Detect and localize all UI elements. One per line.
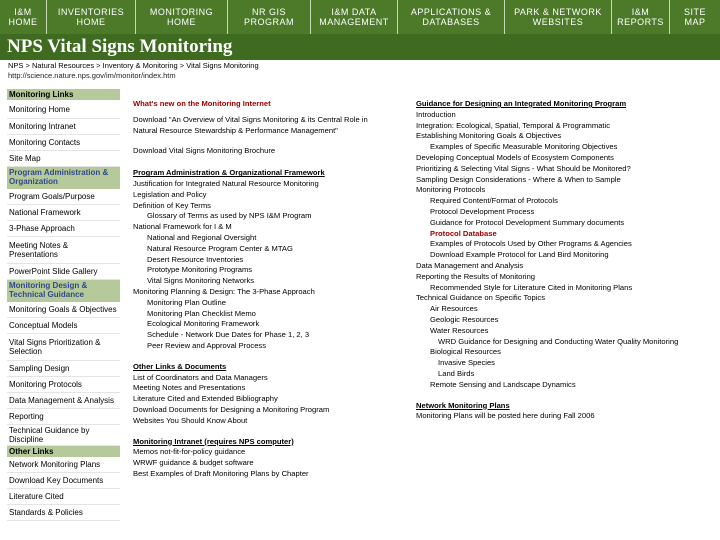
sidebar xyxy=(7,89,120,521)
link[interactable]: Water Resources xyxy=(430,325,489,335)
sidebar-item[interactable]: Vital Signs Prioritization & Selection xyxy=(7,334,120,361)
link[interactable]: WRD Guidance for Designing and Conducting Water Quality Monitoring xyxy=(438,336,679,346)
link[interactable]: Protocol Development Process xyxy=(430,206,535,216)
nav-inventories-home[interactable] xyxy=(47,0,136,34)
link[interactable]: Monitoring Protocols xyxy=(416,185,486,195)
nav-label: INVENTORIES xyxy=(57,7,125,17)
nav-label: HOME xyxy=(8,17,38,27)
nav-park-network-websites[interactable] xyxy=(505,0,612,34)
guidance-heading[interactable]: Guidance for Designing an Integrated Monitoring Program xyxy=(416,99,627,108)
link[interactable]: Definition of Key Terms xyxy=(133,200,211,210)
sidebar-item[interactable]: Reporting xyxy=(7,409,120,425)
link[interactable]: Justification for Integrated Natural Resource Monitoring xyxy=(133,178,319,188)
protocol-database-link[interactable]: Protocol Database xyxy=(430,228,497,238)
nav-label: PROGRAM xyxy=(243,17,294,27)
sidebar-item[interactable]: Monitoring Goals & Objectives xyxy=(7,302,120,318)
link[interactable]: Invasive Species xyxy=(438,358,495,368)
intranet-heading[interactable]: Monitoring Intranet (requires NPS computer) xyxy=(133,436,294,446)
link[interactable]: Download Vital Signs Monitoring Brochure xyxy=(133,146,276,156)
sidebar-item[interactable]: Site Map xyxy=(7,151,120,167)
link[interactable]: Biological Resources xyxy=(430,347,501,357)
nav-im-home[interactable] xyxy=(0,0,47,34)
link[interactable]: Examples of Specific Measurable Monitoring Objectives xyxy=(430,142,618,152)
sidebar-item[interactable]: 3-Phase Approach xyxy=(7,221,120,237)
sidebar-item[interactable]: Monitoring Protocols xyxy=(7,377,120,393)
nav-applications-databases[interactable] xyxy=(398,0,505,34)
nav-label: I&M DATA xyxy=(331,7,377,17)
network-plans-note: Monitoring Plans will be posted here during Fall 2006 xyxy=(416,411,595,421)
whats-new-heading: What's new on the Monitoring Internet xyxy=(133,99,271,108)
nav-monitoring-home[interactable] xyxy=(136,0,228,34)
nav-label: HOME xyxy=(167,17,196,27)
link[interactable]: Download "An Overview of Vital Signs Monitoring & its Central Role in xyxy=(133,114,368,124)
breadcrumb[interactable]: NPS > Natural Resources > Inventory & Monitoring > Vital Signs Monitoring xyxy=(8,61,259,70)
nav-label: MAP xyxy=(684,17,706,27)
sidebar-item[interactable]: Download Key Documents xyxy=(7,473,120,489)
link[interactable]: Vital Signs Monitoring Networks xyxy=(147,276,255,286)
link[interactable]: Data Management and Analysis xyxy=(416,260,524,270)
nav-label: HOME xyxy=(76,17,106,27)
link[interactable]: Best Examples of Draft Monitoring Plans by Chapter xyxy=(133,468,309,478)
nav-label: PARK & NETWORK xyxy=(514,7,602,17)
sidebar-item[interactable]: Literature Cited xyxy=(7,489,120,505)
page-title: NPS Vital Signs Monitoring xyxy=(7,36,233,57)
sidebar-heading-other-links: Other Links xyxy=(7,446,120,457)
nav-label: REPORTS xyxy=(617,17,664,27)
link[interactable]: Desert Resource Inventories xyxy=(147,254,244,264)
nav-label: MONITORING xyxy=(149,7,214,17)
link[interactable]: Reporting the Results of Monitoring xyxy=(416,271,536,281)
link[interactable]: Guidance for Protocol Development Summary documents xyxy=(430,217,625,227)
nav-label: APPLICATIONS & xyxy=(410,7,492,17)
link[interactable]: Recommended Style for Literature Cited in Monitoring Plans xyxy=(430,282,633,292)
link[interactable]: Prototype Monitoring Programs xyxy=(147,265,253,275)
link[interactable]: Air Resources xyxy=(430,304,478,314)
middle-column xyxy=(133,99,368,480)
link[interactable]: National and Regional Oversight xyxy=(147,232,257,242)
other-links-heading[interactable]: Other Links & Documents xyxy=(133,361,227,371)
link[interactable]: Peer Review and Approval Process xyxy=(147,340,267,350)
link[interactable]: Websites You Should Know About xyxy=(133,415,248,425)
link[interactable]: Natural Resource Program Center & MTAG xyxy=(147,243,293,253)
sidebar-item[interactable]: Monitoring Contacts xyxy=(7,135,120,151)
link[interactable]: Examples of Protocols Used by Other Programs & Agencies xyxy=(430,239,632,249)
nav-label: NR GIS xyxy=(251,7,286,17)
sidebar-heading-monitoring-design: Monitoring Design & Technical Guidance xyxy=(7,280,120,302)
sidebar-item[interactable]: National Framework xyxy=(7,205,120,221)
link[interactable]: Monitoring Plan Checklist Memo xyxy=(147,308,256,318)
link[interactable]: Integration: Ecological, Spatial, Temporal & Programmatic xyxy=(416,120,611,130)
link[interactable]: Technical Guidance on Specific Topics xyxy=(416,293,546,303)
link[interactable]: Developing Conceptual Models of Ecosystem Components xyxy=(416,152,614,162)
link[interactable]: Sampling Design Considerations - Where & When to Sample xyxy=(416,174,621,184)
sidebar-item[interactable]: Network Monitoring Plans xyxy=(7,457,120,473)
link[interactable]: Meeting Notes and Presentations xyxy=(133,383,246,393)
link[interactable]: Ecological Monitoring Framework xyxy=(147,319,260,329)
sidebar-item[interactable]: Meeting Notes & Presentations xyxy=(7,237,120,264)
link[interactable]: Download Documents for Designing a Monitoring Program xyxy=(133,404,330,414)
nav-site-map[interactable] xyxy=(670,0,720,34)
nav-label: SITE xyxy=(683,7,706,17)
sidebar-item[interactable]: Monitoring Intranet xyxy=(7,119,120,135)
sidebar-heading-program-admin: Program Administration & Organization xyxy=(7,167,120,189)
link[interactable]: Remote Sensing and Landscape Dynamics xyxy=(430,379,576,389)
sidebar-item[interactable]: Monitoring Home xyxy=(7,100,120,119)
right-column xyxy=(416,99,678,422)
nav-im-reports[interactable] xyxy=(612,0,670,34)
link[interactable]: Literature Cited and Extended Bibliography xyxy=(133,394,278,404)
link[interactable]: Establishing Monitoring Goals & Objectives xyxy=(416,131,562,141)
link[interactable]: Prioritizing & Selecting Vital Signs - What Should be Monitored? xyxy=(416,163,631,173)
nav-label: I&M xyxy=(631,7,650,17)
sidebar-item[interactable]: Conceptual Models xyxy=(7,318,120,334)
link[interactable]: National Framework for I & M xyxy=(133,222,232,232)
nav-label: I&M xyxy=(14,7,32,17)
sidebar-heading-monitoring-links: Monitoring Links xyxy=(7,89,120,100)
sidebar-item[interactable]: Technical Guidance by Discipline xyxy=(7,425,120,446)
link[interactable]: Download Example Protocol for Land Bird Monitoring xyxy=(430,250,609,260)
link[interactable]: Monitoring Plan Outline xyxy=(147,297,226,307)
sidebar-item[interactable]: Program Goals/Purpose xyxy=(7,189,120,205)
nav-nr-gis-program[interactable] xyxy=(228,0,311,34)
nav-label: MANAGEMENT xyxy=(319,17,389,27)
link[interactable]: Glossary of Terms as used by NPS I&M Program xyxy=(147,211,312,221)
link[interactable]: Geologic Resources xyxy=(430,314,499,324)
link[interactable]: Required Content/Format of Protocols xyxy=(430,196,558,206)
nav-label: DATABASES xyxy=(422,17,480,27)
network-plans-heading[interactable]: Network Monitoring Plans xyxy=(416,400,510,410)
link[interactable]: Monitoring Planning & Design: The 3-Phase Approach xyxy=(133,286,315,296)
top-nav xyxy=(0,0,720,34)
sidebar-item[interactable]: Data Management & Analysis xyxy=(7,393,120,409)
link[interactable]: Natural Resource Stewardship & Performance Management" xyxy=(133,125,338,135)
nav-im-data-management[interactable] xyxy=(311,0,398,34)
sidebar-item[interactable]: Sampling Design xyxy=(7,361,120,377)
link[interactable]: Legislation and Policy xyxy=(133,189,207,199)
sidebar-item[interactable]: PowerPoint Slide Gallery xyxy=(7,264,120,280)
nav-label: WEBSITES xyxy=(532,17,584,27)
link[interactable]: Introduction xyxy=(416,109,456,119)
page-url: http://science.nature.nps.gov/im/monitor/index.htm xyxy=(8,71,176,80)
link[interactable]: Memos not-fit-for-policy guidance xyxy=(133,447,246,457)
link[interactable]: Land Birds xyxy=(438,368,475,378)
link[interactable]: Schedule - Network Due Dates for Phase 1, 2, 3 xyxy=(147,330,310,340)
sidebar-item[interactable]: Standards & Policies xyxy=(7,505,120,521)
link[interactable]: List of Coordinators and Data Managers xyxy=(133,372,268,382)
program-admin-heading[interactable]: Program Administration & Organizational Framework xyxy=(133,168,325,178)
link[interactable]: WRWF guidance & budget software xyxy=(133,458,254,468)
